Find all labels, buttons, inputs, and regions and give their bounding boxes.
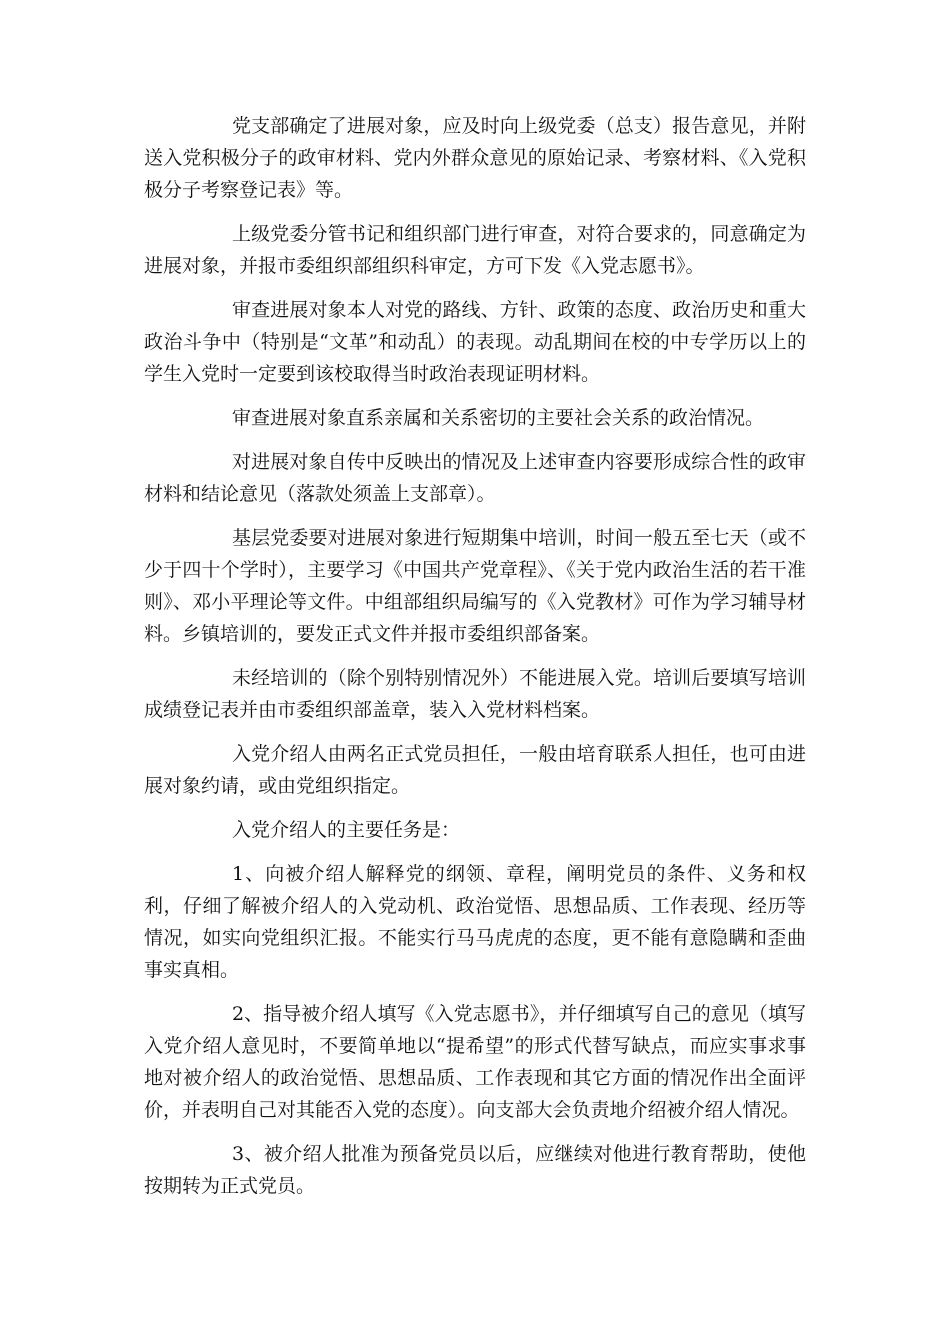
paragraph-4: 审查进展对象直系亲属和关系密切的主要社会关系的政治情况。 bbox=[232, 407, 765, 429]
paragraph-12: 3、被介绍人批准为预备党员以后，应继续对他进行教育帮助，使他按期转为正式党员。 bbox=[144, 1143, 806, 1197]
paragraph-1: 党支部确定了进展对象，应及时向上级党委（总支）报告意见，并附送入党积极分子的政审材料、党内外群众意见的原始记录、考察材料、《入党积极分子考察登记表》等。 bbox=[144, 115, 806, 201]
document-body bbox=[144, 110, 806, 1214]
paragraph-7: 未经培训的（除个别特别情况外）不能进展入党。培训后要填写培训成绩登记表并由市委组织部盖章，装入入党材料档案。 bbox=[144, 667, 806, 721]
paragraph-9: 入党介绍人的主要任务是： bbox=[232, 819, 461, 841]
paragraph-3: 审查进展对象本人对党的路线、方针、政策的态度、政治历史和重大政治斗争中（特别是“文革”和动乱）的表现。动乱期间在校的中专学历以上的学生入党时一定要到该校取得当时政治表现证明材料。 bbox=[144, 299, 806, 385]
paragraph-2: 上级党委分管书记和组织部门进行审查，对符合要求的，同意确定为进展对象，并报市委组织部组织科审定，方可下发《入党志愿书》。 bbox=[144, 223, 806, 277]
paragraph-11: 2、指导被介绍人填写《入党志愿书》，并仔细填写自己的意见（填写入党介绍人意见时，不要简单地以“提希望”的形式代替写缺点，而应实事求事地对被介绍人的政治觉悟、思想品质、工作表现和其它方面的情况作出全面评价，并表明自己对其能否入党的态度）。向支部大会负责地介绍被介绍人情况。 bbox=[144, 1003, 806, 1121]
paragraph-6: 基层党委要对进展对象进行短期集中培训，时间一般五至七天（或不少于四十个学时），主要学习《中国共产党章程》、《关于党内政治生活的若干准则》、邓小平理论等文件。中组部组织局编写的《入党教材》可作为学习辅导材料。乡镇培训的，要发正式文件并报市委组织部备案。 bbox=[144, 527, 806, 645]
paragraph-8: 入党介绍人由两名正式党员担任，一般由培育联系人担任，也可由进展对象约请，或由党组织指定。 bbox=[144, 743, 806, 797]
paragraph-5: 对进展对象自传中反映出的情况及上述审查内容要形成综合性的政审材料和结论意见（落款处须盖上支部章）。 bbox=[144, 451, 806, 505]
paragraph-10: 1、向被介绍人解释党的纲领、章程，阐明党员的条件、义务和权利，仔细了解被介绍人的入党动机、政治觉悟、思想品质、工作表现、经历等情况，如实向党组织汇报。不能实行马马虎虎的态度，更不能有意隐瞒和歪曲事实真相。 bbox=[144, 863, 806, 981]
